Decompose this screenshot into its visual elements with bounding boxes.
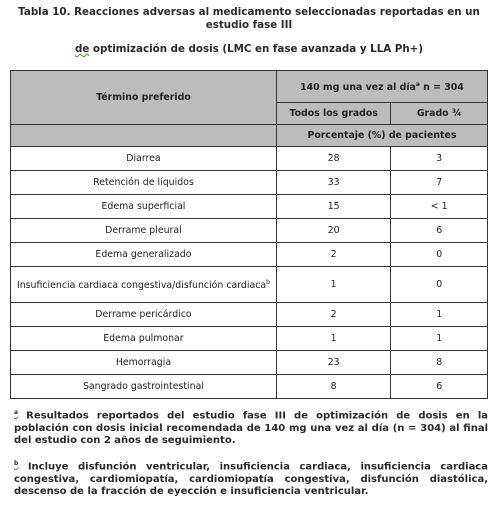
row-grade-3-4: 6 — [391, 375, 488, 399]
row-term: Derrame pleural — [11, 219, 277, 243]
row-all-grades: 8 — [276, 375, 390, 399]
header-dose: 140 mg una vez al día$^a$ n = 304 — [276, 71, 487, 103]
row-grade-3-4: 7 — [391, 171, 488, 195]
header-blank — [11, 125, 277, 147]
header-percent: Porcentaje (%) de pacientes — [276, 125, 487, 147]
table-row — [11, 243, 488, 267]
row-grade-3-4: 1 — [391, 303, 488, 327]
row-term-footnote-mark: b — [266, 279, 270, 287]
header-all-grades: Todos los grados — [276, 103, 390, 125]
row-all-grades: 15 — [276, 195, 390, 219]
row-all-grades: 1 — [276, 327, 390, 351]
table-title: Tabla 10. Reacciones adversas al medicamento seleccionadas reportadas en un estudio fase III — [18, 6, 480, 31]
row-grade-3-4: 0 — [391, 267, 488, 303]
row-term: Sangrado gastrointestinal — [11, 375, 277, 399]
subtitle-rest: optimización de dosis (LMC en fase avanzada y LLA Ph+) — [89, 43, 424, 55]
table-subtitle — [0, 43, 498, 55]
row-term: Edema pulmonar — [11, 327, 277, 351]
row-term: Edema generalizado — [11, 243, 277, 267]
row-all-grades: 28 — [276, 147, 390, 171]
row-all-grades: 33 — [276, 171, 390, 195]
row-grade-3-4: 8 — [391, 351, 488, 375]
table-row — [11, 327, 488, 351]
row-grade-3-4: 6 — [391, 219, 488, 243]
header-dose-footnote-mark: a — [415, 80, 420, 88]
row-term: Edema superficial — [11, 195, 277, 219]
row-term: Retención de líquidos — [11, 171, 277, 195]
table-row — [11, 267, 488, 303]
header-grade-3-4: Grado ¾ — [391, 103, 488, 125]
row-all-grades: 1 — [276, 267, 390, 303]
table-row — [11, 303, 488, 327]
row-all-grades: 20 — [276, 219, 390, 243]
row-all-grades: 2 — [276, 243, 390, 267]
row-all-grades: 2 — [276, 303, 390, 327]
table-row — [11, 147, 488, 171]
row-term: Insuficiencia cardiaca congestiva/disfunción cardiaca$^b$ — [11, 267, 277, 303]
subtitle-first-word: de — [74, 43, 90, 55]
row-grade-3-4: < 1 — [391, 195, 488, 219]
table-body — [11, 147, 488, 399]
adverse-reactions-table — [10, 70, 488, 399]
footnote-b-mark: b — [14, 460, 19, 467]
row-term: Diarrea — [11, 147, 277, 171]
footnote-b: $^b$ Incluye disfunción ventricular, insuficiencia cardiaca, insuficiencia cardiaca congestiva, cardiomiopatía, cardiomiopatía congestiva, disfunción diastólica, descenso de la fracción de eyección e insuficiencia ventricular. — [14, 460, 488, 498]
table-row — [11, 351, 488, 375]
row-grade-3-4: 1 — [391, 327, 488, 351]
table-row — [11, 195, 488, 219]
header-term: Término preferido — [11, 71, 277, 125]
row-grade-3-4: 0 — [391, 243, 488, 267]
row-grade-3-4: 3 — [391, 147, 488, 171]
row-term: Hemorragia — [11, 351, 277, 375]
row-term: Derrame pericárdico — [11, 303, 277, 327]
table-row — [11, 171, 488, 195]
footnote-a: $^a$ Resultados reportados del estudio fase III de optimización de dosis en la población con dosis inicial recomendada de 140 mg una vez al día (n = 304) al final del estudio con 2 años de seguimiento. — [14, 409, 488, 447]
footnote-a-mark: a — [14, 409, 19, 416]
table-row — [11, 219, 488, 243]
table-row — [11, 375, 488, 399]
row-all-grades: 23 — [276, 351, 390, 375]
